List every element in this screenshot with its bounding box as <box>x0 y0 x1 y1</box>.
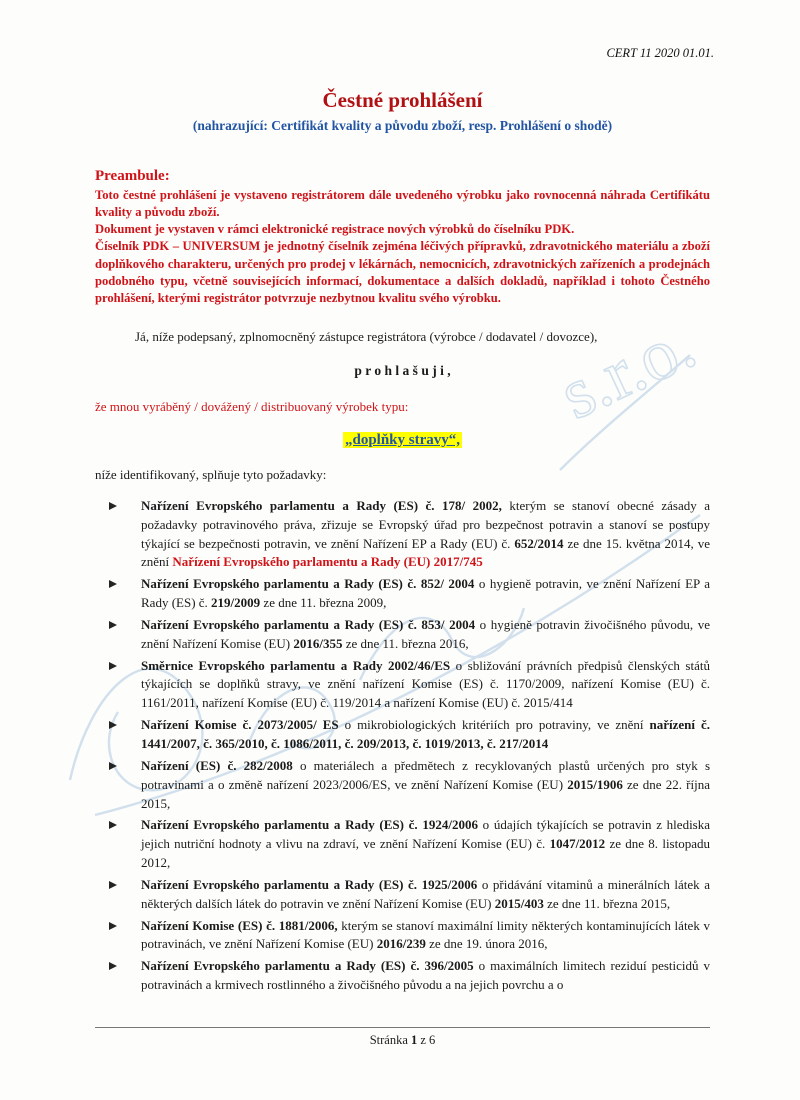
list-item-text: Nařízení Evropského parlamentu a Rady (ES) č. 396/2005 <box>141 958 474 974</box>
list-item-text: 1047/2012 <box>549 836 606 852</box>
list-item-text: Nařízení Evropského parlamentu a Rady (EU) 2017/745 <box>172 554 483 570</box>
list-bullet-icon <box>109 922 117 930</box>
list-item-text: kterým se stanoví obecné zásady a požadavky potravinového práva, zřizuje se Evropský úřad pro bezpečnost potravin a stanoví se postupy týkající se bezpečnosti potravin, ve znění Nařízení EP a Rady (EU) č. <box>141 497 711 551</box>
list-item <box>95 816 710 873</box>
list-item-text: o přidávání vitaminů a minerálních látek a některých dalších látek do potravin ve znění Nařízení Komise (EU) <box>141 876 711 911</box>
list-item <box>95 917 710 955</box>
list-item-text: o hygieně potravin, ve znění Nařízení EP a Rady (ES) č. <box>141 576 711 611</box>
preamble-paragraph: Číselník PDK – UNIVERSUM je jednotný číselník zejména léčivých přípravků, zdravotnického materiálu a zboží doplňkového charakteru, určených pro prodej v lékárnách, nemocnicích, zdravotnických zařízeních a prodejnách podobného typu, včetně souvisejících informací, dokumentace a dalších dokladů, například i tohoto Čestného prohlášení, kterými registrátor potvrzuje nezbytnou kvalitu svého výrobku. <box>95 239 710 305</box>
list-bullet-icon <box>109 721 117 729</box>
list-item-text: 2016/239 <box>376 936 426 952</box>
list-item-text: Nařízení Evropského parlamentu a Rady (ES) č. 853/ 2004 <box>141 616 476 632</box>
requirements-list <box>95 497 710 995</box>
list-item-text: ze dne 19. února 2016, <box>425 936 548 952</box>
list-item-text: Směrnice Evropského parlamentu a Rady 2002/46/ES <box>141 657 451 673</box>
page-subtitle: (nahrazující: Certifikát kvality a původu zboží, resp. Prohlášení o shodě) <box>192 118 613 133</box>
preamble-heading: Preambule: <box>95 168 170 184</box>
list-item <box>95 616 710 654</box>
product-type-wrapper <box>95 431 710 449</box>
list-item-text: o mikrobiologických kritériích pro potraviny, ve znění <box>338 717 650 733</box>
list-item-text: Nařízení Evropského parlamentu a Rady (ES) č. 178/ 2002, <box>141 497 502 513</box>
page-title: Čestné prohlášení <box>322 88 483 112</box>
list-item <box>95 716 710 754</box>
list-item-text: Nařízení Evropského parlamentu a Rady (ES) č. 852/ 2004 <box>141 576 475 592</box>
list-item-text: Nařízení (ES) č. 282/2008 <box>141 757 293 773</box>
list-bullet-icon <box>109 621 117 629</box>
list-item-text: 652/2014 <box>514 535 564 551</box>
document-reference: CERT 11 2020 01.01. <box>606 46 714 60</box>
requirements-intro: níže identifikovaný, splňuje tyto požadavky: <box>95 466 327 482</box>
declaration-intro: Já, níže podepsaný, zplnomocněný zástupce registrátora (výrobce / dodavatel / dovozce), <box>135 328 598 344</box>
product-type-highlight: „doplňky stravy“, <box>344 431 461 448</box>
list-item-text: nařízení č. 1441/2007, č. 365/2010, č. 1086/2011, č. 209/2013, č. 1019/2013, č. 217/2014 <box>141 717 710 751</box>
list-item-text: Nařízení Komise (ES) č. 1881/2006, <box>141 917 338 933</box>
list-bullet-icon <box>109 881 117 889</box>
page-footer <box>95 1027 710 1048</box>
list-item-text: 219/2009 <box>211 595 261 611</box>
footer-page-label-suffix: z 6 <box>417 1033 436 1047</box>
list-bullet-icon <box>109 821 117 829</box>
list-item-text: Nařízení Evropského parlamentu a Rady (ES) č. 1924/2006 <box>141 817 478 833</box>
list-item <box>95 575 710 613</box>
list-bullet-icon <box>109 662 117 670</box>
list-item-text: 2016/355 <box>293 635 343 651</box>
list-bullet-icon <box>109 502 117 510</box>
list-item-text: kterým se stanoví maximální limity některých kontaminujících látek v potravinách, ve znění Nařízení Komise (EU) <box>141 917 710 952</box>
list-item-text: o sbližování právních předpisů členských států týkajících se doplňků stravy, ve znění nařízení Komise (ES) č. 1170/2009, nařízení Komise (EU) č. 1161/2011, nařízení Komise (EU) č. 119/2014 a nařízení Komise (EU) č. 2015/414 <box>141 657 710 711</box>
list-item <box>95 497 710 572</box>
list-item <box>95 876 710 914</box>
list-item-text: o materiálech a předmětech z recyklovaných plastů určených pro styk s potravinami a o změně nařízení 2023/2006/ES, ve znění Nařízení Komise (EU) <box>141 757 711 792</box>
declaration-verb: p r o h l a š u j i , <box>354 362 451 378</box>
list-item-text: Nařízení Komise č. 2073/2005/ ES <box>141 717 339 733</box>
list-item-text: ze dne 22. října 2015, <box>141 776 710 811</box>
list-item-text: ze dne 8. listopadu 2012, <box>141 836 710 871</box>
list-item <box>95 657 710 714</box>
list-item <box>95 957 710 995</box>
list-bullet-icon <box>109 762 117 770</box>
footer-page-label-prefix: Stránka <box>369 1033 411 1047</box>
list-item-text: ze dne 15. května 2014, ve znění <box>141 535 710 570</box>
list-bullet-icon <box>109 580 117 588</box>
list-bullet-icon <box>109 962 117 970</box>
list-item-text: 2015/403 <box>494 895 544 911</box>
list-item-text: o hygieně potravin živočišného původu, ve znění Nařízení Komise (EU) <box>141 616 711 651</box>
preamble-paragraph: Toto čestné prohlášení je vystaveno registrátorem dále uvedeného výrobku jako rovnocenná náhrada Certifikátu kvality a původu zboží. <box>95 188 710 220</box>
list-item-text: ze dne 11. března 2016, <box>342 635 469 651</box>
list-item-text: ze dne 11. března 2009, <box>260 595 387 611</box>
preamble-paragraphs <box>95 187 710 307</box>
list-item-text: o maximálních limitech reziduí pesticidů v potravinách a krmivech rostlinného a živočišného původu a na jejich povrchu a o <box>141 958 711 993</box>
list-item-text: ze dne 11. března 2015, <box>543 895 671 911</box>
list-item-text: Nařízení Evropského parlamentu a Rady (ES) č. 1925/2006 <box>141 876 478 892</box>
list-item <box>95 757 710 814</box>
watermark-text: s.r.o. <box>547 303 707 435</box>
product-line: že mnou vyráběný / dovážený / distribuovaný výrobek typu: <box>95 398 409 414</box>
preamble-paragraph: Dokument je vystaven v rámci elektronické registrace nových výrobků do číselníku PDK. <box>95 222 575 237</box>
footer-page-number: 1 <box>411 1033 418 1047</box>
list-item-text: o údajích týkajících se potravin z hlediska jejich nutriční hodnoty a vlivu na zdraví, ve znění Nařízení Komise (EU) č. <box>141 817 711 852</box>
list-item-text: 2015/1906 <box>567 776 623 792</box>
